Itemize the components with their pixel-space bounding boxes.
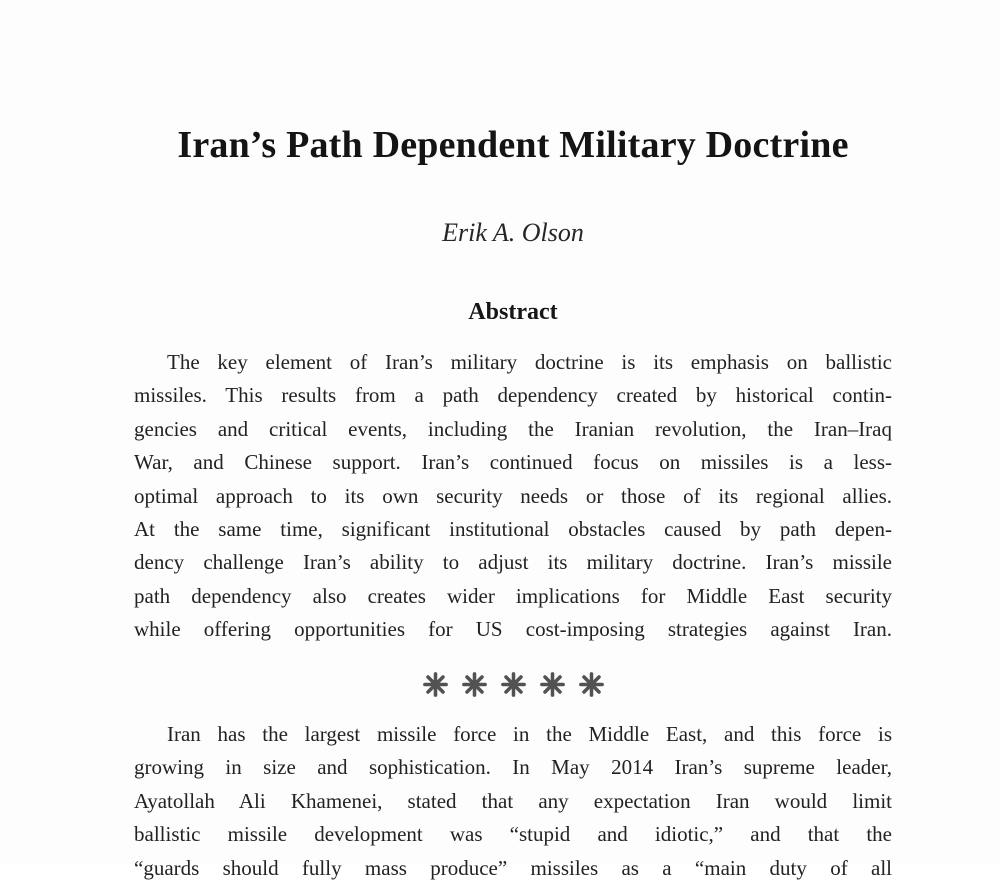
asterisk-icon xyxy=(423,672,448,697)
text-line: “guards should fully mass produce” missiles as a “main duty of all xyxy=(134,855,892,880)
asterisk-icon xyxy=(501,672,526,697)
text-line: missiles. This results from a path dependency created by historical contin- xyxy=(134,383,892,408)
abstract-paragraph xyxy=(134,346,892,647)
text-line: War, and Chinese support. Iran’s continued focus on missiles is a less- xyxy=(134,450,892,475)
section-divider xyxy=(134,669,892,699)
text-line: At the same time, significant institutional obstacles caused by path depen- xyxy=(134,516,892,541)
body-paragraph xyxy=(134,718,892,885)
text-line: ballistic missile development was “stupid and idiotic,” and that the xyxy=(134,822,892,847)
page-title: Iran’s Path Dependent Military Doctrine xyxy=(177,124,849,166)
author-name: Erik A. Olson xyxy=(442,218,584,247)
text-line: Ayatollah Ali Khamenei, stated that any expectation Iran would limit xyxy=(134,788,892,813)
text-line: gencies and critical events, including the Iranian revolution, the Iran–Iraq xyxy=(134,416,892,441)
text-line: growing in size and sophistication. In May 2014 Iran’s supreme leader, xyxy=(134,755,892,780)
text-line: The key element of Iran’s military doctrine is its emphasis on ballistic xyxy=(167,350,892,374)
text-line: Iran has the largest missile force in the Middle East, and this force is xyxy=(167,722,892,746)
text-line: optimal approach to its own security needs or those of its regional allies. xyxy=(134,483,892,508)
text-line: dency challenge Iran’s ability to adjust its military doctrine. Iran’s missile xyxy=(134,550,892,575)
asterisk-icon xyxy=(462,672,487,697)
text-line: while offering opportunities for US cost-imposing strategies against Iran. xyxy=(134,617,892,642)
text-line: path dependency also creates wider implications for Middle East security xyxy=(134,583,892,608)
asterisk-icon xyxy=(540,672,565,697)
abstract-heading: Abstract xyxy=(468,299,558,325)
asterisk-icon xyxy=(579,672,604,697)
